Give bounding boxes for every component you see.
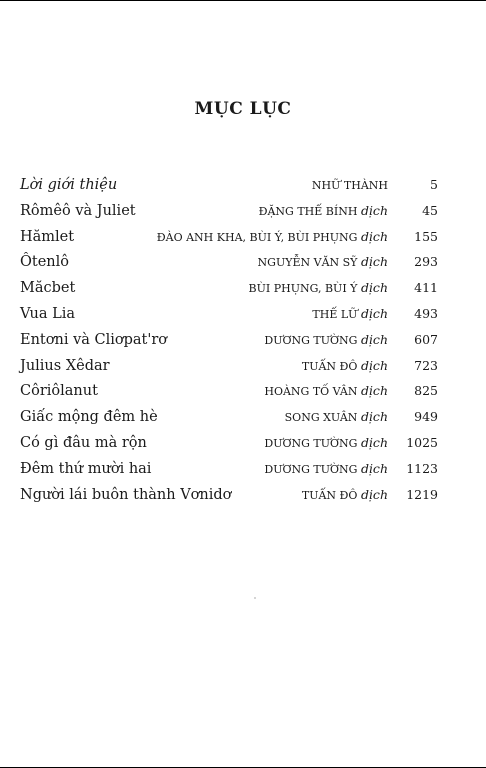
translator-name: HOÀNG TỐ VÂN: [264, 385, 361, 399]
toc-entry: [20, 381, 438, 407]
translator-note: dịch: [360, 383, 388, 399]
translator-name: NGUYỄN VĂN SỸ: [257, 256, 361, 270]
translator-name: SONG XUÂN: [284, 411, 361, 425]
toc-entry: [20, 304, 438, 330]
work-title: Giấc mộng đêm hè: [20, 409, 158, 426]
work-title: Vua Lia: [20, 305, 76, 322]
toc-entry: [20, 175, 438, 201]
page-number: 493: [414, 305, 438, 321]
translator-note: dịch: [360, 280, 388, 296]
translator-note: dịch: [360, 460, 388, 476]
page-number: 1123: [406, 460, 438, 476]
translator-name: DƯƠNG TƯỜNG: [264, 462, 361, 476]
translator-name: DƯƠNG TƯỜNG: [264, 333, 361, 347]
page-number: 411: [414, 280, 438, 296]
translator-note: dịch: [360, 357, 388, 373]
work-title: Côriôlanut: [20, 383, 98, 400]
toc-entry: [20, 201, 438, 227]
translator: [312, 175, 388, 196]
translator-note: dịch: [360, 228, 388, 244]
translator: [302, 485, 388, 506]
page-number: 607: [414, 331, 438, 347]
page-number: 949: [414, 409, 438, 425]
work-title: Hămlet: [20, 228, 75, 245]
work-title: Có gì đâu mà rộn: [20, 434, 147, 451]
work-title: Entơni và Cliơpat'rơ: [20, 331, 168, 348]
page-number: 1025: [406, 434, 438, 450]
translator-name: BÙI PHỤNG, BÙI Ý: [248, 282, 361, 296]
translator: [264, 433, 388, 454]
work-title: Rômêô và Juliet: [20, 202, 136, 219]
translator: [312, 304, 388, 325]
toc-entry: [20, 330, 438, 356]
page-number: 5: [430, 177, 438, 192]
toc-entry: [20, 407, 438, 433]
translator: [285, 407, 388, 428]
translator: [259, 201, 388, 222]
page-title: MỤC LỤC: [194, 99, 292, 119]
translator-name: NHỮ THÀNH: [311, 179, 388, 192]
translator: [264, 381, 388, 402]
translator-name: ĐÀO ANH KHA, BÙI Ý, BÙI PHỤNG: [156, 230, 361, 244]
translator-name: TUẤN ĐÔ: [301, 359, 361, 373]
toc-entry: [20, 252, 438, 278]
translator: [264, 459, 388, 480]
page-number: 825: [414, 383, 438, 399]
toc-entry: [20, 459, 438, 485]
page-number: 723: [414, 357, 438, 373]
translator-note: dịch: [360, 409, 388, 425]
work-title: Ôtenlô: [20, 254, 70, 271]
paper-speck: [254, 597, 256, 599]
translator-note: dịch: [360, 486, 388, 502]
translator-note: dịch: [360, 305, 388, 321]
work-title: Lời giới thiệu: [20, 177, 118, 193]
translator-name: DƯƠNG TƯỜNG: [264, 436, 361, 450]
toc-entry: [20, 433, 438, 459]
translator: [157, 227, 388, 248]
translator: [258, 252, 388, 273]
page-number: 1219: [406, 486, 438, 502]
translator-note: dịch: [360, 254, 388, 270]
translator: [249, 278, 389, 299]
work-title: Đêm thứ mười hai: [20, 460, 152, 477]
toc-entry: [20, 356, 438, 382]
table-of-contents: [20, 175, 438, 510]
work-title: Julius Xêdar: [20, 357, 110, 374]
page-number: 293: [414, 254, 438, 270]
toc-entry: [20, 485, 438, 511]
work-title: Người lái buôn thành Vơnidơ: [20, 486, 232, 503]
translator: [264, 330, 388, 351]
toc-entry: [20, 227, 438, 253]
translator-note: dịch: [360, 331, 388, 347]
translator-name: ĐẶNG THẾ BÍNH: [258, 204, 361, 218]
translator-note: dịch: [360, 202, 388, 218]
translator-name: THẾ LỮ: [312, 307, 361, 321]
page-number: 155: [414, 228, 438, 244]
translator-note: dịch: [360, 434, 388, 450]
work-title: Măcbet: [20, 280, 76, 297]
translator: [302, 356, 388, 377]
translator-name: TUẤN ĐÔ: [301, 488, 361, 502]
page-number: 45: [422, 202, 438, 218]
toc-entry: [20, 278, 438, 304]
